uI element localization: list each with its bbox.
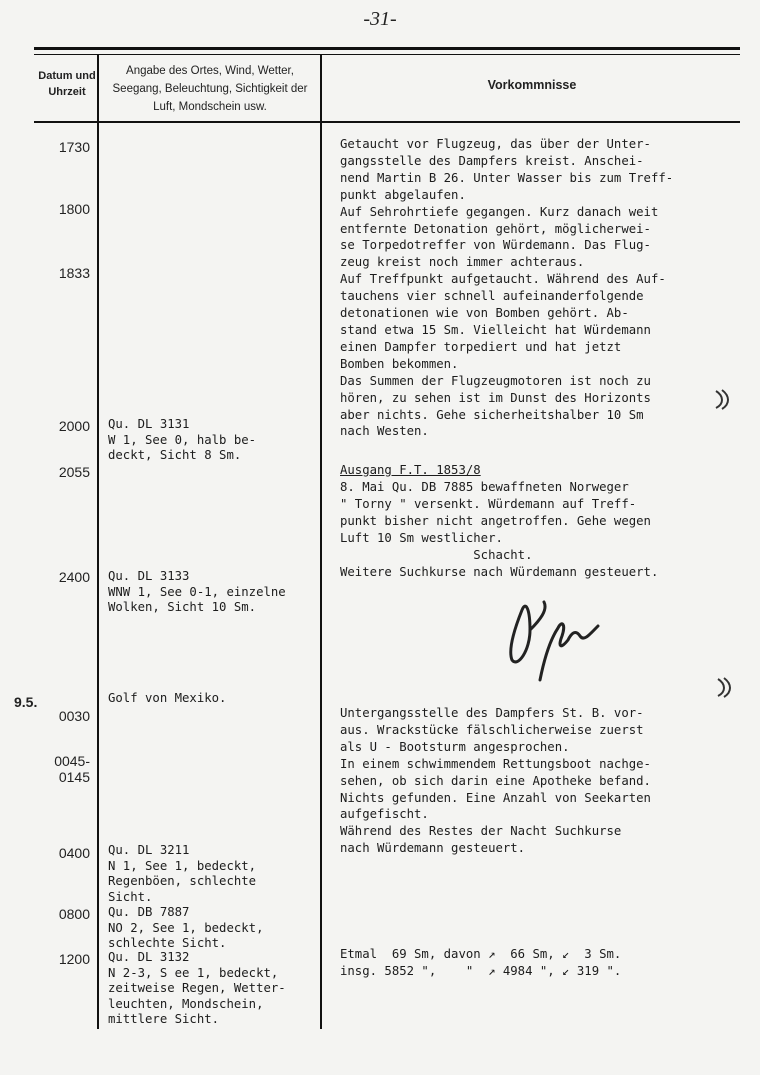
time-entry: 0400 — [58, 845, 90, 861]
top-rule — [34, 47, 740, 50]
event-entry: 8. Mai Qu. DB 7885 bewaffneten Norweger " Torny " versenkt. Würdemann auf Treff- punkt bisher nicht angetroffen. Gehe wegen Luft 10 Sm westlicher. Schacht. Weitere Suchkurse nach Würdemann gesteuert. — [340, 480, 659, 579]
location-entry: Golf von Mexiko. — [108, 691, 227, 705]
page-number: -31- — [363, 8, 397, 30]
header-angabe: Angabe des Ortes, Wind, Wetter, Seegang, Beleuchtung, Sichtigkeit der Luft, Mondschein usw. — [112, 65, 308, 113]
event-title: Ausgang F.T. 1853/8 — [340, 463, 481, 477]
punch-mark-icon — [710, 388, 734, 410]
location-entry: Qu. DB 7887 NO 2, See 1, bedeckt, schlechte Sicht. — [108, 905, 264, 951]
time-entry: 1730 — [58, 139, 90, 155]
event-entry: Etmal 69 Sm, davon ↗ 66 Sm, ↙ 3 Sm. insg. 5852 ", " ↗ 4984 ", ↙ 319 ". — [340, 947, 622, 978]
signature — [500, 590, 610, 690]
top-rule-thin — [34, 54, 740, 55]
event-entry: Getaucht vor Flugzeug, das über der Unter- gangsstelle des Dampfers kreist. Anschei- nend Martin B 26. Unter Wasser bis zum Treff- punkt abgelaufen. Auf Sehrohrtiefe gegangen. Kurz danach weit entfernte Detonation gehört, möglicherwei- se Torpedotreffer von Würdemann. Das Flug- zeug kreist noch immer achteraus. Auf Treffpunkt aufgetaucht. Während des Auf- tauchens vier schnell aufeinanderfolgende detonationen wie von Bomben gehört. Ab- stand etwa 15 Sm. Vielleicht hat Würdemann einen Dampfer torpediert und hat jetzt Bomben bekommen. Das Summen der Flugzeugmotoren ist noch zu hören, zu sehen ist im Dunst des Horizonts aber nichts. Gehe sicherheitshalber 10 Sm nach Westen. — [340, 137, 674, 439]
header-vorkommnisse: Vorkommnisse — [487, 78, 577, 92]
location-entry: Qu. DL 3132 N 2-3, S ee 1, bedeckt, zeitweise Regen, Wetter- leuchten, Mondschein, mittlere Sicht. — [108, 950, 286, 1027]
location-entry: Qu. DL 3133 WNW 1, See 0-1, einzelne Wolken, Sicht 10 Sm. — [108, 569, 286, 615]
time-entry: 1800 — [58, 201, 90, 217]
location-entry: Qu. DL 3211 N 1, See 1, bedeckt, Regenböen, schlechte Sicht. — [108, 843, 257, 904]
time-entry: 0030 — [58, 708, 90, 724]
column-divider-1 — [97, 54, 99, 1029]
header-datum: Datum und Uhrzeit — [38, 70, 96, 98]
time-entry: 1833 — [58, 265, 90, 281]
time-entry: 0800 — [58, 906, 90, 922]
time-entry: 2400 — [58, 569, 90, 585]
header-rule — [34, 121, 740, 123]
time-entry: 2000 — [58, 418, 90, 434]
time-entry: 1200 — [58, 951, 90, 967]
date-mark: 9.5. — [14, 694, 38, 710]
time-entry: 0045- 0145 — [54, 753, 90, 785]
punch-mark-icon — [712, 676, 736, 698]
location-entry: Qu. DL 3131 W 1, See 0, halb be- deckt, Sicht 8 Sm. — [108, 417, 257, 463]
event-entry: Untergangsstelle des Dampfers St. B. vor- aus. Wrackstücke fälschlicherweise zuerst als U - Bootsturm angesprochen. In einem schwimmendem Rettungsboot nachge- sehen, ob sich darin eine Apotheke befand. Nichts gefunden. Eine Anzahl von Seekarten aufgefischt. Während des Restes der Nacht Suchkurse nach Würdemann gesteuert. — [340, 706, 651, 856]
time-entry: 2055 — [58, 464, 90, 480]
